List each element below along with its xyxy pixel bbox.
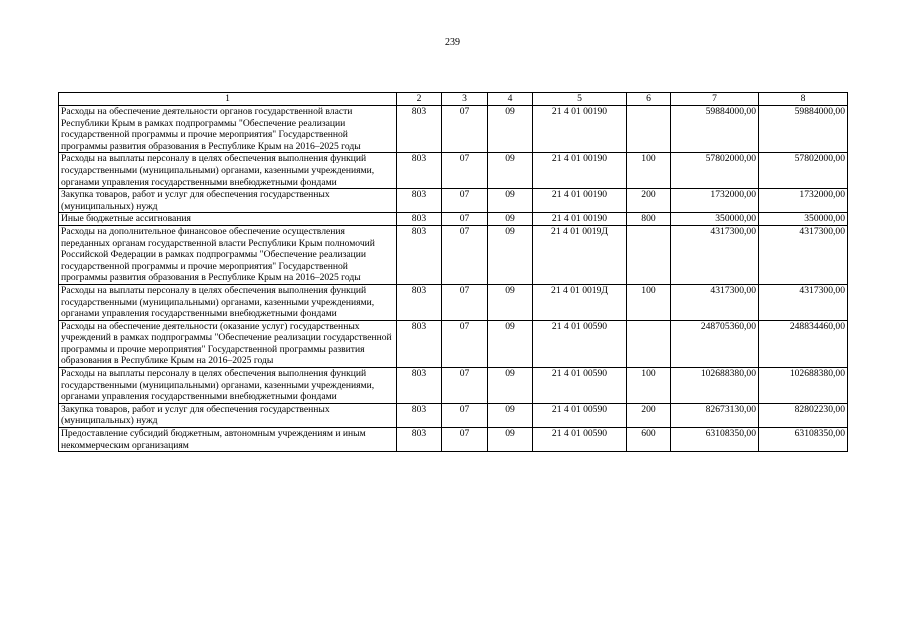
target-article-code: 21 4 01 0019Д — [533, 225, 627, 284]
table-row — [59, 368, 848, 404]
target-article-code: 21 4 01 00190 — [533, 189, 627, 213]
expense-name: Расходы на выплаты персоналу в целях обеспечения выполнения функций государственными (муниципальными) органами, казенными учреждениями, органами управления государственными внебюджетными фондами — [59, 284, 397, 320]
section-code: 07 — [442, 284, 488, 320]
column-header: 3 — [442, 93, 488, 106]
expense-name: Закупка товаров, работ и услуг для обеспечения государственных (муниципальных) нужд — [59, 403, 397, 427]
amount-col-8: 1732000,00 — [759, 189, 848, 213]
ministry-code: 803 — [397, 213, 442, 226]
amount-col-8: 350000,00 — [759, 213, 848, 226]
section-code: 07 — [442, 320, 488, 367]
expense-name: Расходы на обеспечение деятельности органов государственной власти Республики Крым в рамках подпрограммы "Обеспечение реализации государственной программы и прочие мероприятия" Государственной программы развития образования в Республике Крым на 2016–2025 годы — [59, 106, 397, 153]
expense-name: Закупка товаров, работ и услуг для обеспечения государственных (муниципальных) нужд — [59, 189, 397, 213]
expense-name: Расходы на обеспечение деятельности (оказание услуг) государственных учреждений в рамках подпрограммы "Обеспечение реализации государственной программы и прочие мероприятия" Государственной программы развития образования в Республике Крым на 2016–2025 годы — [59, 320, 397, 367]
amount-col-8: 57802000,00 — [759, 153, 848, 189]
expense-name: Иные бюджетные ассигнования — [59, 213, 397, 226]
section-code: 07 — [442, 189, 488, 213]
amount-col-7: 4317300,00 — [671, 225, 759, 284]
column-header: 6 — [627, 93, 671, 106]
target-article-code: 21 4 01 0019Д — [533, 284, 627, 320]
target-article-code: 21 4 01 00590 — [533, 320, 627, 367]
section-code: 07 — [442, 213, 488, 226]
section-code: 07 — [442, 153, 488, 189]
expense-type-code: 200 — [627, 189, 671, 213]
ministry-code: 803 — [397, 106, 442, 153]
expense-type-code: 200 — [627, 403, 671, 427]
column-header: 2 — [397, 93, 442, 106]
subsection-code: 09 — [488, 368, 533, 404]
column-header: 5 — [533, 93, 627, 106]
column-header: 7 — [671, 93, 759, 106]
target-article-code: 21 4 01 00190 — [533, 106, 627, 153]
section-code: 07 — [442, 225, 488, 284]
page-number: 239 — [445, 37, 460, 48]
ministry-code: 803 — [397, 428, 442, 452]
budget-table — [58, 92, 848, 452]
column-header: 8 — [759, 93, 848, 106]
expense-name: Расходы на дополнительное финансовое обеспечение осуществления переданных органам государственной власти Республики Крым полномочий Российской Федерации в рамках подпрограммы "Обеспечение реализации государственной программы и прочие мероприятия" Государственной программы развития образования в Республике Крым на 2016–2025 годы — [59, 225, 397, 284]
subsection-code: 09 — [488, 225, 533, 284]
table-row — [59, 225, 848, 284]
target-article-code: 21 4 01 00590 — [533, 403, 627, 427]
table-row — [59, 320, 848, 367]
expense-name: Расходы на выплаты персоналу в целях обеспечения выполнения функций государственными (муниципальными) органами, казенными учреждениями, органами управления государственными внебюджетными фондами — [59, 153, 397, 189]
amount-col-8: 82802230,00 — [759, 403, 848, 427]
ministry-code: 803 — [397, 225, 442, 284]
section-code: 07 — [442, 368, 488, 404]
table-row — [59, 106, 848, 153]
table-row — [59, 428, 848, 452]
target-article-code: 21 4 01 00190 — [533, 153, 627, 189]
amount-col-7: 350000,00 — [671, 213, 759, 226]
amount-col-7: 57802000,00 — [671, 153, 759, 189]
expense-type-code — [627, 106, 671, 153]
subsection-code: 09 — [488, 428, 533, 452]
amount-col-7: 59884000,00 — [671, 106, 759, 153]
subsection-code: 09 — [488, 284, 533, 320]
expense-type-code: 600 — [627, 428, 671, 452]
subsection-code: 09 — [488, 106, 533, 153]
table-row — [59, 284, 848, 320]
section-code: 07 — [442, 403, 488, 427]
amount-col-8: 4317300,00 — [759, 225, 848, 284]
amount-col-7: 102688380,00 — [671, 368, 759, 404]
ministry-code: 803 — [397, 189, 442, 213]
subsection-code: 09 — [488, 320, 533, 367]
ministry-code: 803 — [397, 368, 442, 404]
amount-col-7: 63108350,00 — [671, 428, 759, 452]
amount-col-7: 1732000,00 — [671, 189, 759, 213]
column-header: 4 — [488, 93, 533, 106]
expense-type-code: 800 — [627, 213, 671, 226]
subsection-code: 09 — [488, 213, 533, 226]
table-row — [59, 189, 848, 213]
amount-col-8: 63108350,00 — [759, 428, 848, 452]
ministry-code: 803 — [397, 403, 442, 427]
table-header-row — [59, 93, 848, 106]
ministry-code: 803 — [397, 284, 442, 320]
ministry-code: 803 — [397, 320, 442, 367]
target-article-code: 21 4 01 00590 — [533, 428, 627, 452]
expense-name: Предоставление субсидий бюджетным, автономным учреждениям и иным некоммерческим организациям — [59, 428, 397, 452]
amount-col-8: 59884000,00 — [759, 106, 848, 153]
amount-col-7: 82673130,00 — [671, 403, 759, 427]
target-article-code: 21 4 01 00190 — [533, 213, 627, 226]
table-row — [59, 213, 848, 226]
amount-col-7: 4317300,00 — [671, 284, 759, 320]
column-header: 1 — [59, 93, 397, 106]
expense-type-code — [627, 320, 671, 367]
amount-col-8: 248834460,00 — [759, 320, 848, 367]
amount-col-8: 4317300,00 — [759, 284, 848, 320]
expense-type-code: 100 — [627, 284, 671, 320]
amount-col-8: 102688380,00 — [759, 368, 848, 404]
section-code: 07 — [442, 106, 488, 153]
subsection-code: 09 — [488, 189, 533, 213]
expense-type-code: 100 — [627, 153, 671, 189]
table-row — [59, 403, 848, 427]
target-article-code: 21 4 01 00590 — [533, 368, 627, 404]
expense-type-code — [627, 225, 671, 284]
subsection-code: 09 — [488, 403, 533, 427]
table-row — [59, 153, 848, 189]
ministry-code: 803 — [397, 153, 442, 189]
amount-col-7: 248705360,00 — [671, 320, 759, 367]
expense-name: Расходы на выплаты персоналу в целях обеспечения выполнения функций государственными (муниципальными) органами, казенными учреждениями, органами управления государственными внебюджетными фондами — [59, 368, 397, 404]
section-code: 07 — [442, 428, 488, 452]
expense-type-code: 100 — [627, 368, 671, 404]
subsection-code: 09 — [488, 153, 533, 189]
